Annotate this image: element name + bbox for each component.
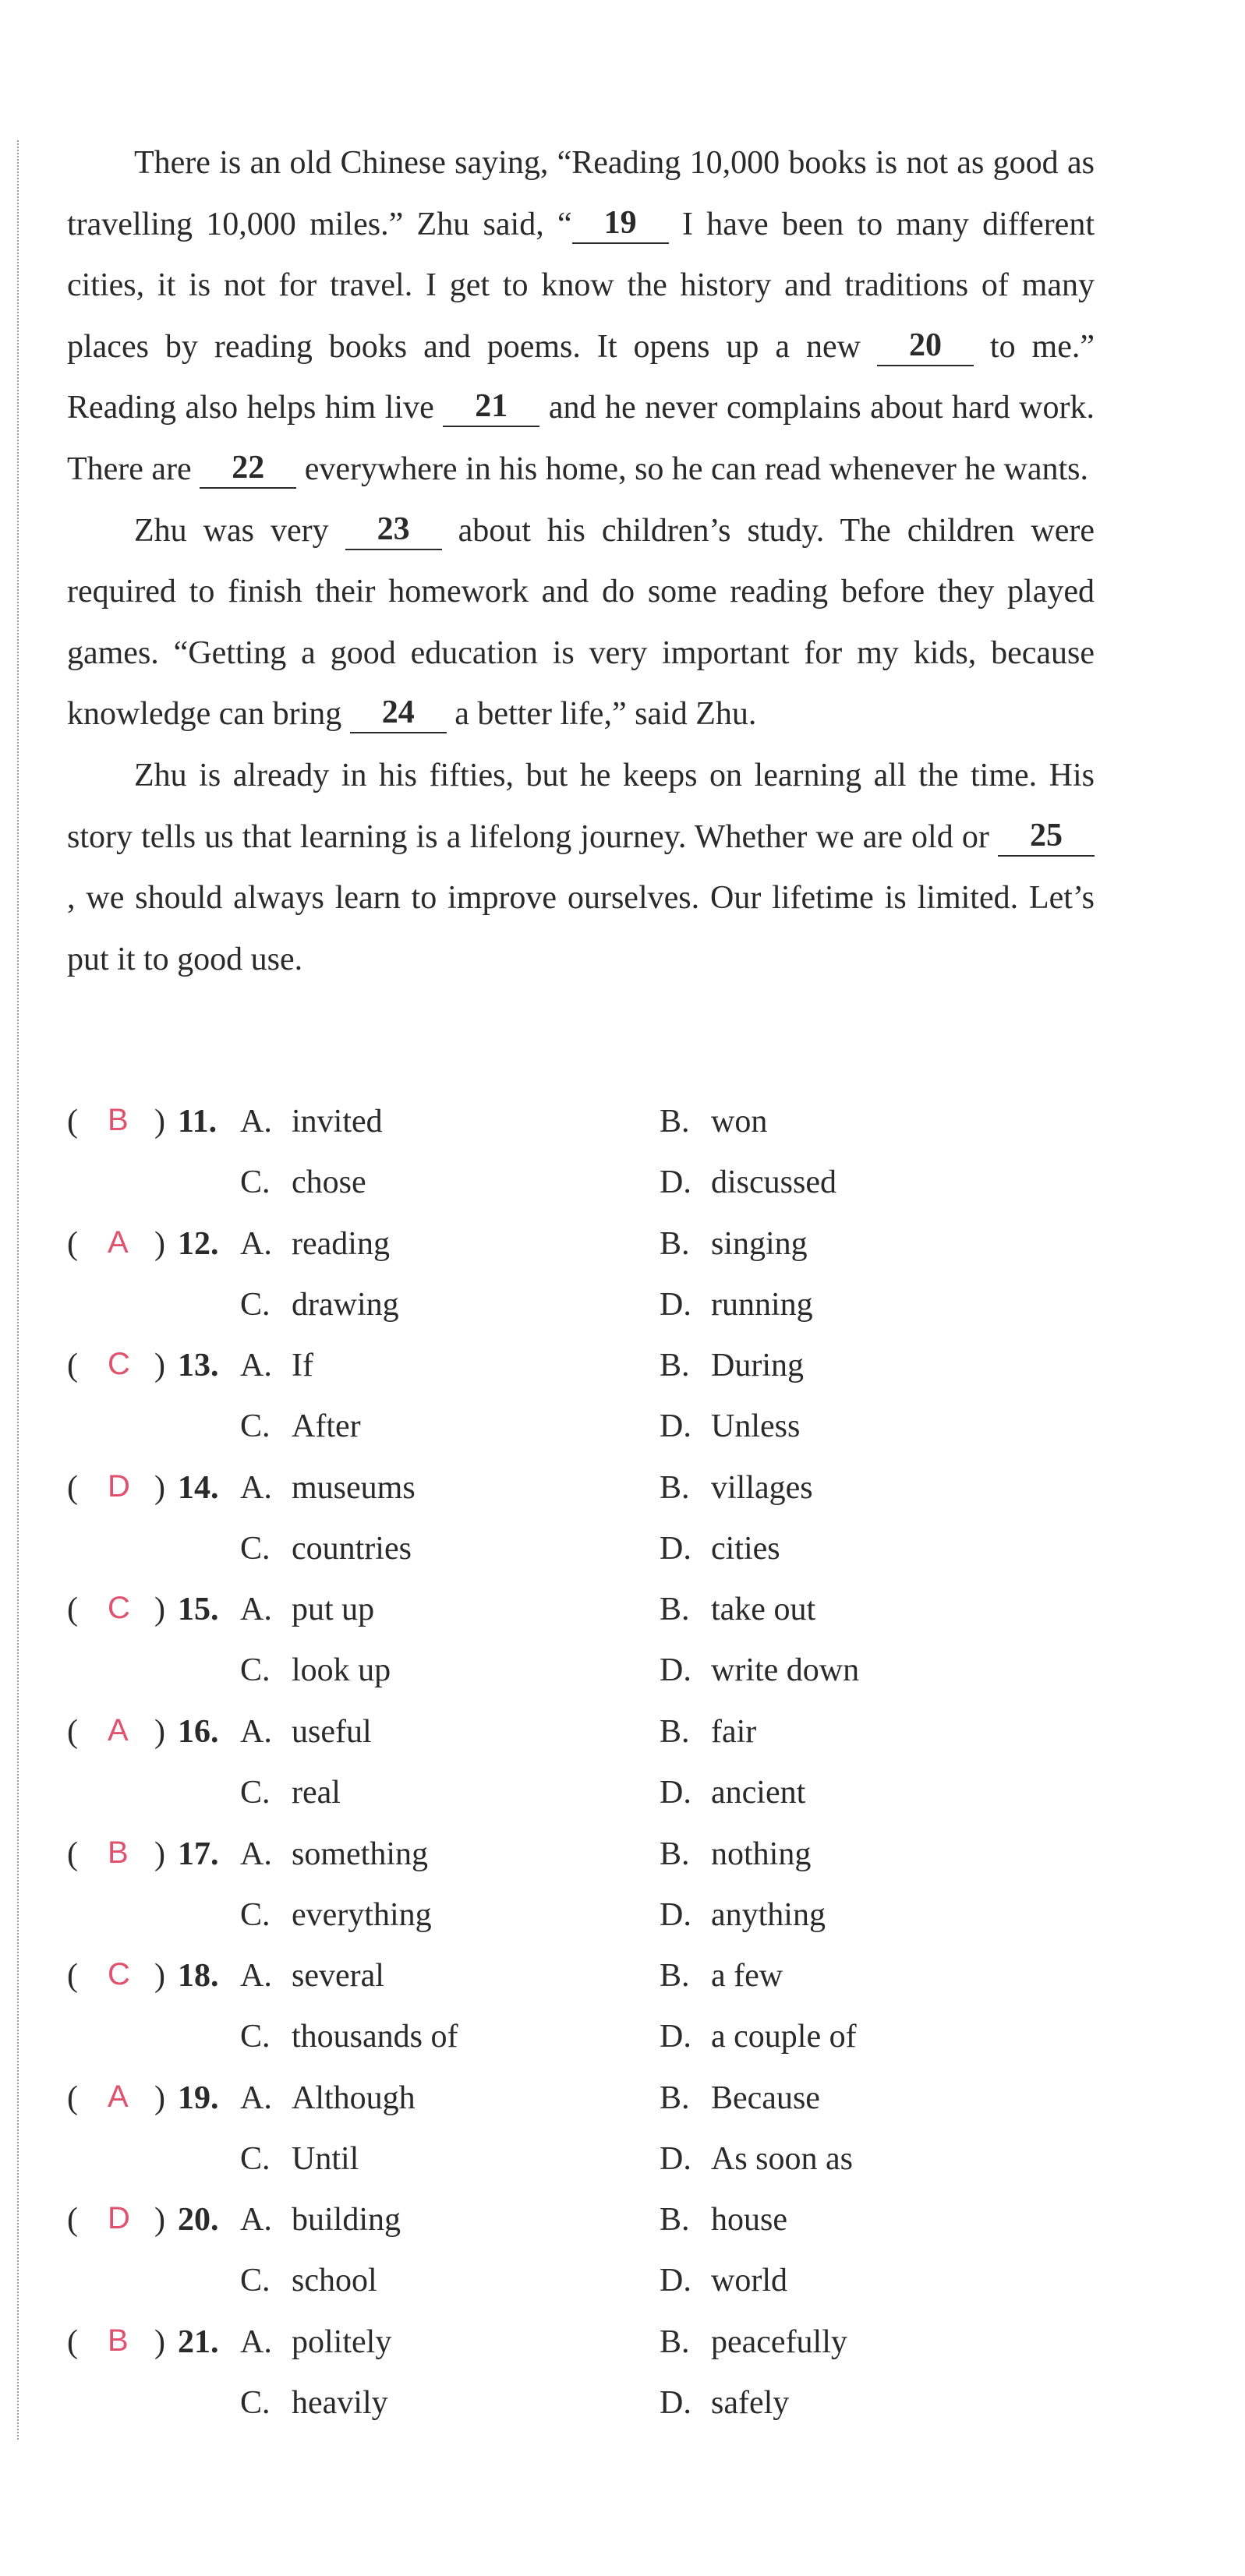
question-list [67,1103,1081,2446]
option-text: If [292,1348,313,1384]
bracket-close: ) [154,1225,165,1262]
question-item [67,2080,1081,2202]
option-letter: D. [660,1652,691,1689]
option-c [240,1652,391,1689]
option-c [240,1774,341,1811]
option-d [660,2384,789,2422]
option-c [240,2262,377,2299]
option-text: Unless [711,1408,801,1445]
option-text: school [292,2263,377,2299]
option-a [240,1957,384,1995]
option-letter: D. [660,1530,691,1567]
option-text: a few [711,1958,783,1995]
question-number: 21. [178,2323,219,2360]
passage-text: Zhu was very [134,512,345,549]
option-c [240,1530,412,1567]
bracket-close: ) [154,2080,165,2116]
bracket-open: ( [67,1104,78,1140]
option-c [240,1896,432,1934]
option-text: After [292,1408,361,1445]
option-letter: B. [660,1958,690,1995]
answer-letter: B [108,2323,129,2358]
option-d [660,1530,780,1567]
bracket-open: ( [67,1469,78,1506]
question-item [67,1347,1081,1469]
blank-21: 21 [443,390,539,427]
option-text: discussed [711,1164,836,1200]
option-text: thousands of [292,2019,458,2055]
option-text: Because [711,2080,820,2116]
option-c [240,2384,388,2422]
bracket-close: ) [154,1958,165,1995]
option-text: real [292,1774,341,1811]
bracket-open: ( [67,1225,78,1262]
question-item [67,2201,1081,2323]
option-letter: C. [240,1286,271,1323]
option-d [660,2140,853,2178]
option-letter: D. [660,2384,691,2421]
option-text: something [292,1836,428,1872]
option-letter: B. [660,1592,690,1628]
option-letter: A. [240,1836,272,1872]
question-item [67,1225,1081,1348]
question-number: 16. [178,1713,219,1750]
blank-19: 19 [572,207,669,244]
option-text: peacefully [711,2323,847,2360]
option-a [240,2080,416,2117]
option-letter: A. [240,2323,272,2360]
option-text: singing [711,1225,808,1262]
question-number: 18. [178,1958,219,1995]
option-text: As soon as [711,2140,854,2177]
option-text: write down [711,1652,860,1689]
option-b [660,1836,811,1873]
option-d [660,2018,857,2055]
option-text: drawing [292,1286,399,1323]
option-text: safely [711,2384,790,2421]
passage-paragraph-2 [67,500,1095,745]
answer-letter: C [108,1957,130,1992]
option-letter: B. [660,1713,690,1750]
option-text: won [711,1104,768,1140]
option-text: museums [292,1469,416,1506]
option-letter: A. [240,2202,272,2239]
question-item [67,2323,1081,2446]
option-letter: A. [240,1104,272,1140]
passage-paragraph-3 [67,745,1095,990]
option-d [660,1774,805,1811]
bracket-open: ( [67,1348,78,1384]
bracket-open: ( [67,2080,78,2116]
option-letter: D. [660,2019,691,2055]
option-letter: A. [240,2080,272,2116]
question-item [67,1591,1081,1713]
option-text: fair [711,1713,757,1750]
option-letter: A. [240,1713,272,1750]
cloze-passage [67,133,1095,990]
option-text: take out [711,1592,816,1628]
option-c [240,1286,399,1323]
option-b [660,1957,783,1995]
option-d [660,2262,787,2299]
answer-letter: B [108,1835,129,1870]
option-letter: C. [240,1774,271,1811]
question-number: 19. [178,2080,219,2116]
question-number: 15. [178,1592,219,1628]
option-d [660,1896,826,1934]
option-letter: C. [240,1408,271,1445]
option-c [240,2140,359,2178]
passage-text: and he never complains about hard work. There are [67,390,1095,487]
option-text: villages [711,1469,813,1506]
option-letter: B. [660,1104,690,1140]
option-text: useful [292,1713,372,1750]
option-letter: B. [660,1836,690,1872]
question-number: 20. [178,2202,219,2239]
option-letter: C. [240,2384,271,2421]
answer-letter: C [108,1591,130,1626]
option-text: look up [292,1652,391,1689]
option-letter: C. [240,2140,271,2177]
bracket-open: ( [67,1958,78,1995]
option-letter: C. [240,1530,271,1567]
option-letter: D. [660,1408,691,1445]
option-letter: D. [660,1164,691,1200]
bracket-open: ( [67,2323,78,2360]
option-letter: C. [240,1896,271,1933]
question-item [67,1713,1081,1836]
option-text: everything [292,1896,432,1933]
option-letter: B. [660,2323,690,2360]
option-text: chose [292,1164,366,1200]
answer-letter: A [108,2079,129,2114]
option-b [660,1713,756,1751]
answer-letter: A [108,1224,129,1260]
option-d [660,1286,813,1323]
option-letter: B. [660,1225,690,1262]
option-letter: D. [660,2140,691,2177]
option-letter: C. [240,2263,271,2299]
option-b [660,2323,847,2361]
option-a [240,1591,374,1628]
bracket-close: ) [154,1713,165,1750]
bracket-close: ) [154,1592,165,1628]
bracket-close: ) [154,1104,165,1140]
blank-22: 22 [200,451,296,489]
option-text: cities [711,1530,780,1567]
passage-text: There is an old Chinese saying, “Reading 10,000 books is not as good as travelling 10,000 miles.” Zhu said, “ [67,145,1095,242]
bracket-close: ) [154,2202,165,2239]
dotted-margin-line [17,140,19,2440]
answer-letter: C [108,1347,130,1382]
answer-letter: A [108,1712,129,1747]
bracket-open: ( [67,1836,78,1872]
answer-letter: B [108,1103,129,1137]
blank-20: 20 [877,329,974,366]
passage-text: Zhu is already in his fifties, but he keeps on learning all the time. His story tells us that learning is a lifelong journey. Whether we are old or [67,757,1095,855]
option-b [660,2201,787,2239]
option-letter: D. [660,1286,691,1323]
passage-paragraph-1 [67,133,1095,500]
question-number: 13. [178,1348,219,1384]
option-a [240,2323,391,2361]
option-text: Until [292,2140,359,2177]
question-number: 11. [178,1104,218,1140]
question-item [67,1469,1081,1592]
option-text: house [711,2202,787,2239]
option-a [240,1225,390,1263]
bracket-close: ) [154,1348,165,1384]
option-letter: D. [660,1774,691,1811]
passage-text: about his children’s study. The children were required to finish their homework and do some reading before they played games. “Getting a good education is very important for my kids, because knowledge can bring [67,512,1095,733]
passage-text: everywhere in his home, so he can read whenever he wants. [296,451,1088,487]
answer-letter: D [108,2201,130,2236]
option-letter: B. [660,1469,690,1506]
option-text: world [711,2263,787,2299]
option-letter: B. [660,1348,690,1384]
bracket-close: ) [154,1836,165,1872]
option-text: ancient [711,1774,806,1811]
option-b [660,1225,808,1263]
bracket-open: ( [67,2202,78,2239]
answer-letter: D [108,1468,130,1504]
bracket-open: ( [67,1713,78,1750]
option-text: a couple of [711,2019,857,2055]
passage-text: to me.” Reading also helps him live [67,328,1095,426]
option-a [240,1469,416,1507]
option-b [660,1347,804,1384]
blank-25: 25 [998,819,1095,857]
option-text: put up [292,1592,375,1628]
option-text: building [292,2202,401,2239]
option-letter: B. [660,2202,690,2239]
option-a [240,1347,313,1384]
blank-24: 24 [350,696,447,733]
question-item [67,1836,1081,1958]
question-item [67,1957,1081,2080]
option-text: several [292,1958,384,1995]
option-letter: C. [240,2019,271,2055]
passage-text: a better life,” said Zhu. [446,696,757,733]
option-c [240,2018,458,2055]
bracket-open: ( [67,1592,78,1628]
passage-text: , we should always learn to improve ourselves. Our lifetime is limited. Let’s put it to good use. [67,880,1095,977]
option-c [240,1408,361,1445]
option-text: countries [292,1530,412,1567]
option-text: nothing [711,1836,812,1872]
option-a [240,1836,428,1873]
option-text: heavily [292,2384,388,2421]
option-a [240,1103,383,1140]
question-item [67,1103,1081,1225]
option-b [660,1469,813,1507]
bracket-close: ) [154,2323,165,2360]
question-number: 14. [178,1469,219,1506]
bracket-close: ) [154,1469,165,1506]
option-b [660,1591,815,1628]
option-letter: B. [660,2080,690,2116]
option-text: running [711,1286,813,1323]
option-letter: C. [240,1164,271,1200]
option-a [240,2201,401,2239]
option-letter: D. [660,2263,691,2299]
option-d [660,1164,836,1201]
passage-text: I have been to many different cities, it is not for travel. I get to know the history and traditions of many places by reading books and poems. It opens up a new [67,206,1095,365]
question-number: 17. [178,1836,219,1872]
option-c [240,1164,366,1201]
option-text: invited [292,1104,383,1140]
option-letter: C. [240,1652,271,1689]
option-letter: D. [660,1896,691,1933]
option-letter: A. [240,1469,272,1506]
option-letter: A. [240,1592,272,1628]
option-d [660,1652,859,1689]
question-number: 12. [178,1225,219,1262]
option-letter: A. [240,1348,272,1384]
blank-23: 23 [345,513,442,550]
option-letter: A. [240,1958,272,1995]
option-d [660,1408,800,1445]
option-b [660,1103,767,1140]
option-b [660,2080,820,2117]
option-letter: A. [240,1225,272,1262]
option-text: politely [292,2323,392,2360]
option-text: Although [292,2080,416,2116]
option-text: During [711,1348,804,1384]
option-text: anything [711,1896,826,1933]
option-text: reading [292,1225,390,1262]
option-a [240,1713,372,1751]
